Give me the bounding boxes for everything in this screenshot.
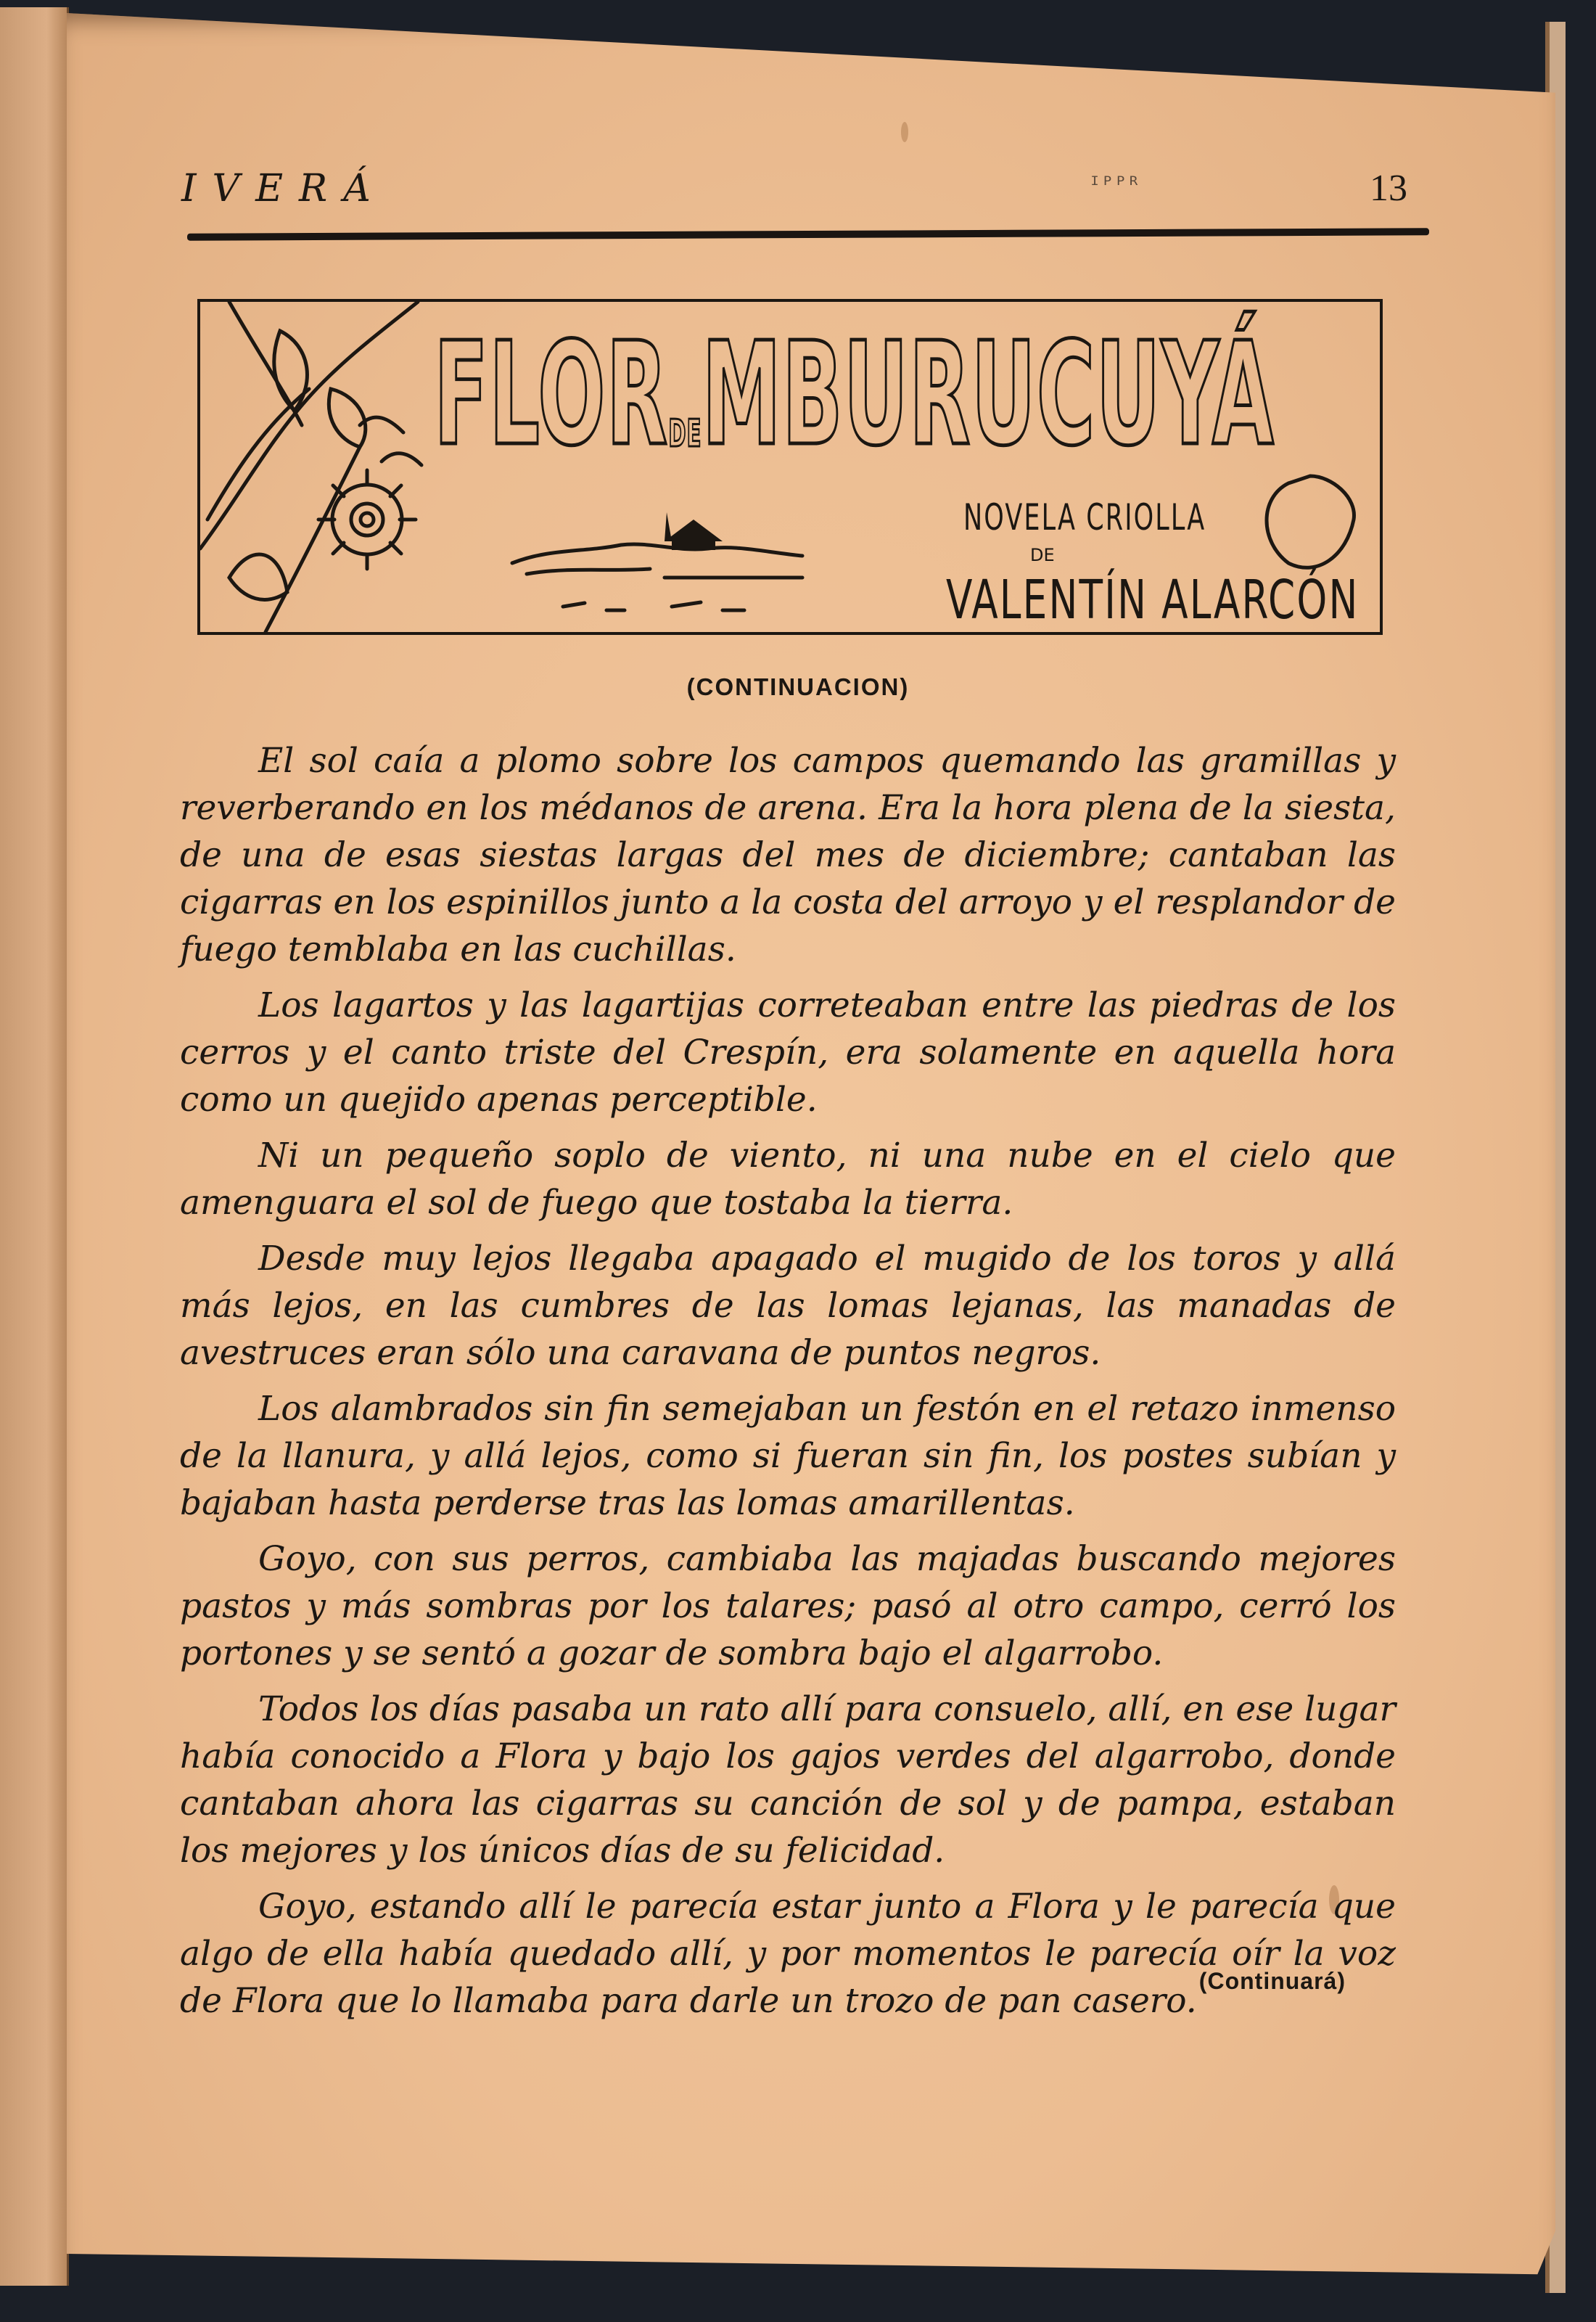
hills-icon — [512, 544, 802, 563]
stamp-mark: ᴵᴾᴾᴿ — [1088, 173, 1141, 198]
leaf-icon — [229, 554, 287, 599]
paper-stain — [901, 122, 908, 142]
paragraph: Todos los días pasaba un rato allí para consuelo, allí, en ese lugar había conocido a Flora y bajo los gajos verdes del algarrobo, donde cantaban ahora las cigarras su canción de sol y de pampa, estaban los mejores y los únicos días de su felicidad. — [180, 1689, 1396, 1871]
vine-stem-icon — [266, 447, 360, 632]
page-number: 13 — [1370, 168, 1407, 209]
banner-title-part1: FLOR — [434, 312, 669, 477]
paragraph: Goyo, estando allí le parecía estar junto a Flora y le parecía que algo de ella había quedado allí, y por momentos le parecía oír la voz de Flora que lo llamaba para darle un trozo de pan casero. — [180, 1887, 1396, 2021]
banner-author: VALENTÍN ALARCÓN — [946, 569, 1360, 631]
tendril-icon — [382, 454, 421, 465]
continued-label: (Continuará) — [1198, 1968, 1346, 1994]
title-banner — [197, 299, 1383, 635]
section-label: (CONTINUACION) — [686, 673, 910, 700]
leaf-icon — [329, 389, 365, 447]
banner-by: DE — [1030, 545, 1055, 565]
paragraph: El sol caía a plomo sobre los campos quemando las gramillas y reverberando en los médanos de arena. Era la hora plena de la siesta, de una de esas siestas largas del mes de diciembre; cantaban las cigarras en los espinillos junto a la costa del arroyo y el resplandor de fuego temblaba en las cuchillas. — [180, 741, 1396, 969]
banner-subtitle: NOVELA CRIOLLA — [963, 496, 1206, 538]
banner-title — [434, 312, 1275, 477]
paragraph: Goyo, con sus perros, cambiaba las majadas buscando mejores pastos y más sombras por los talares; pasó al otro campo, cerró los portones y se sentó a gozar de sombra bajo el algarrobo. — [180, 1539, 1396, 1673]
running-header — [181, 167, 1407, 210]
running-title: IVERÁ — [181, 167, 387, 210]
banner-title-de: DE — [668, 412, 702, 456]
banner-title-part2: MBURUCUYÁ — [702, 312, 1275, 477]
tree-branch-icon — [200, 302, 418, 549]
facing-page-edge — [0, 7, 69, 2286]
paragraph: Los lagartos y las lagartijas correteaban entre las piedras de los cerros y el canto triste del Crespín, era solamente en aquella hora como un quejido apenas perceptible. — [180, 985, 1396, 1120]
paragraph: Los alambrados sin fin semejaban un festón en el retazo inmenso de la llanura, y allá lejos, como si fueran sin fin, los postes subían y bajaban hasta perderse tras las lomas amarillentas. — [180, 1389, 1396, 1523]
leaf-icon — [274, 331, 308, 411]
body-text — [180, 737, 1396, 2033]
tree-icon — [1267, 476, 1354, 567]
paragraph: Ni un pequeño soplo de viento, ni una nube en el cielo que amenguara el sol de fuego que tostaba la tierra. — [180, 1136, 1396, 1223]
house-icon — [665, 512, 723, 550]
paragraph: Desde muy lejos llegaba apagado el mugido de los toros y allá más lejos, en las cumbres de las lomas lejanas, las manadas de avestruces eran sólo una caravana de puntos negros. — [180, 1239, 1396, 1373]
